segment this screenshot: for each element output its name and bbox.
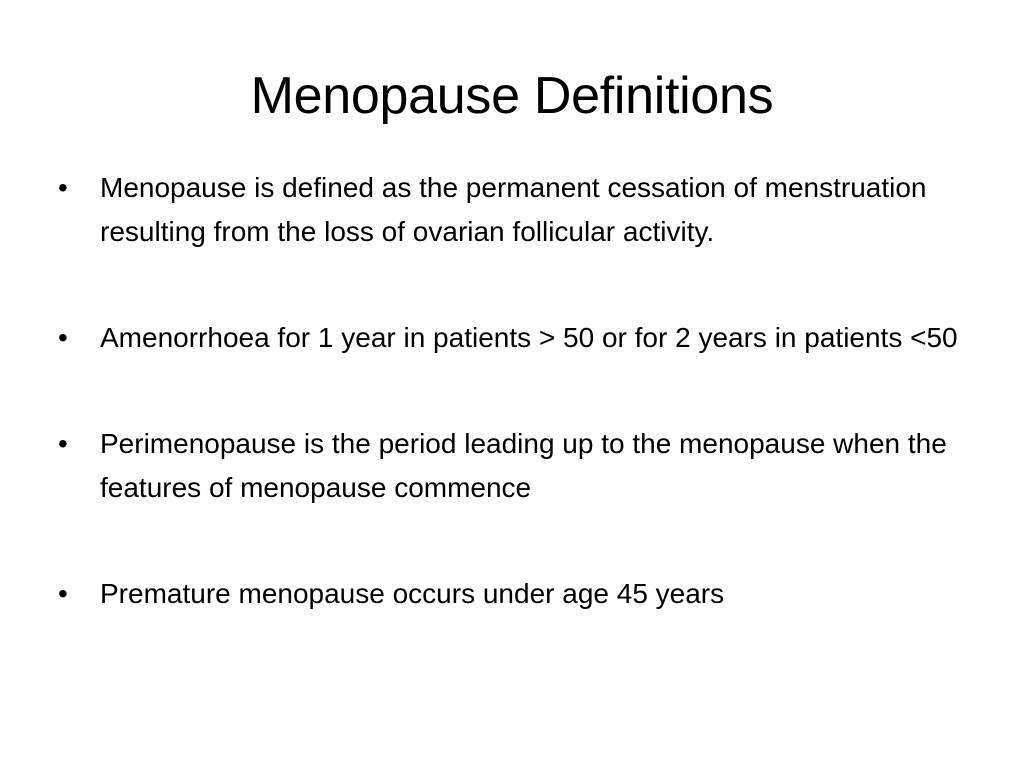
bullet-icon: • bbox=[58, 322, 68, 353]
bullet-text: Menopause is defined as the permanent cessation of menstruation resulting from the loss of ovarian follicular activity. bbox=[100, 172, 927, 247]
bullet-text: Perimenopause is the period leading up to the menopause when the features of menopause commence bbox=[100, 428, 947, 503]
bullet-text: Premature menopause occurs under age 45 years bbox=[100, 578, 725, 609]
bullet-item bbox=[58, 316, 978, 360]
bullet-item bbox=[58, 572, 978, 616]
bullet-list bbox=[58, 166, 978, 616]
slide-title: Menopause Definitions bbox=[250, 67, 774, 125]
bullet-item bbox=[58, 166, 978, 254]
bullet-icon: • bbox=[58, 428, 68, 459]
bullet-text: Amenorrhoea for 1 year in patients > 50 or for 2 years in patients <50 bbox=[100, 322, 958, 353]
bullet-item bbox=[58, 422, 978, 510]
bullet-icon: • bbox=[58, 578, 68, 609]
bullet-icon: • bbox=[58, 172, 68, 203]
